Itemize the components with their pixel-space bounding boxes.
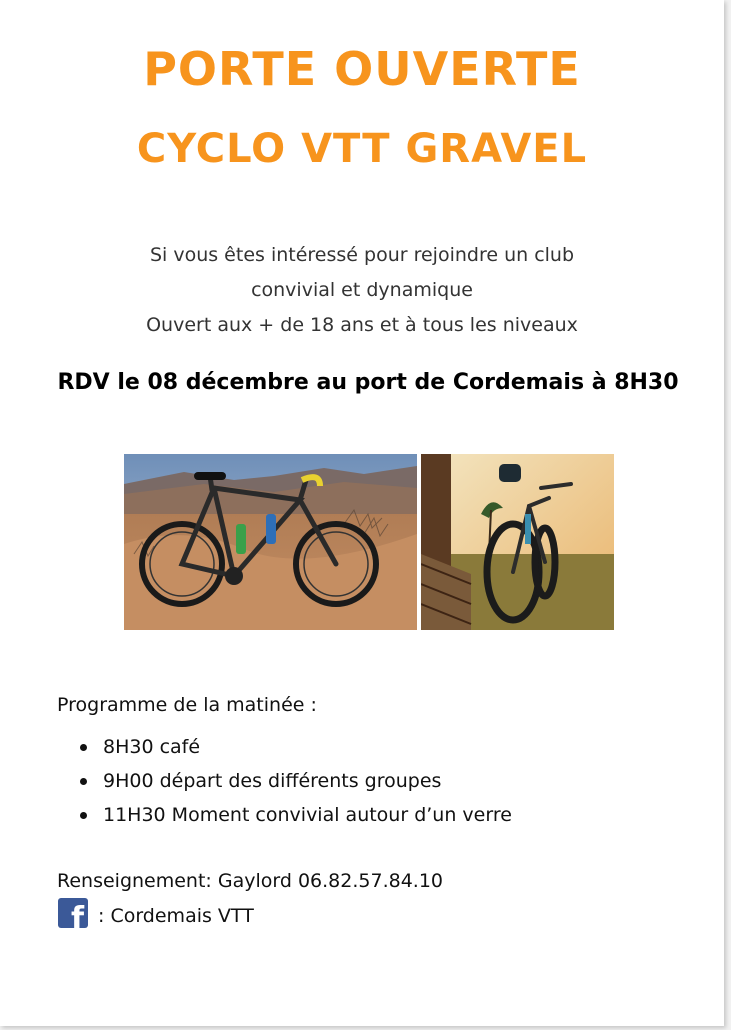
facebook-row: [58, 901, 254, 928]
bullet-icon: [80, 778, 87, 785]
flyer-title: PORTE OUVERTE: [143, 42, 581, 96]
program-item-label: 9H00 départ des différents groupes: [103, 770, 442, 792]
program-list: [80, 730, 512, 832]
list-item: [80, 798, 512, 832]
program-item-label: 11H30 Moment convivial autour d’un verre: [103, 804, 512, 826]
gravel-bike-photo: [124, 454, 417, 630]
contact-info: Renseignement: Gaylord 06.82.57.84.10: [57, 870, 444, 892]
list-item: [80, 764, 512, 798]
facebook-label: : Cordemais VTT: [98, 905, 254, 927]
facebook-icon: f: [58, 898, 88, 928]
intro-text: [0, 238, 724, 343]
list-item: [80, 730, 512, 764]
rendezvous-text: RDV le 08 décembre au port de Cordemais à 8H30: [57, 370, 679, 395]
flyer-subtitle: CYCLO VTT GRAVEL: [136, 126, 588, 172]
program-item-label: 8H30 café: [103, 736, 201, 758]
bullet-icon: [80, 744, 87, 751]
sunset-bike-photo: [421, 454, 614, 630]
program-title: Programme de la matinée :: [57, 694, 317, 716]
intro-line-1: Si vous êtes intéressé pour rejoindre un club: [149, 244, 575, 266]
intro-line-2: convivial et dynamique: [251, 279, 473, 301]
bullet-icon: [80, 812, 87, 819]
intro-line-3: Ouvert aux + de 18 ans et à tous les niveaux: [146, 314, 578, 336]
